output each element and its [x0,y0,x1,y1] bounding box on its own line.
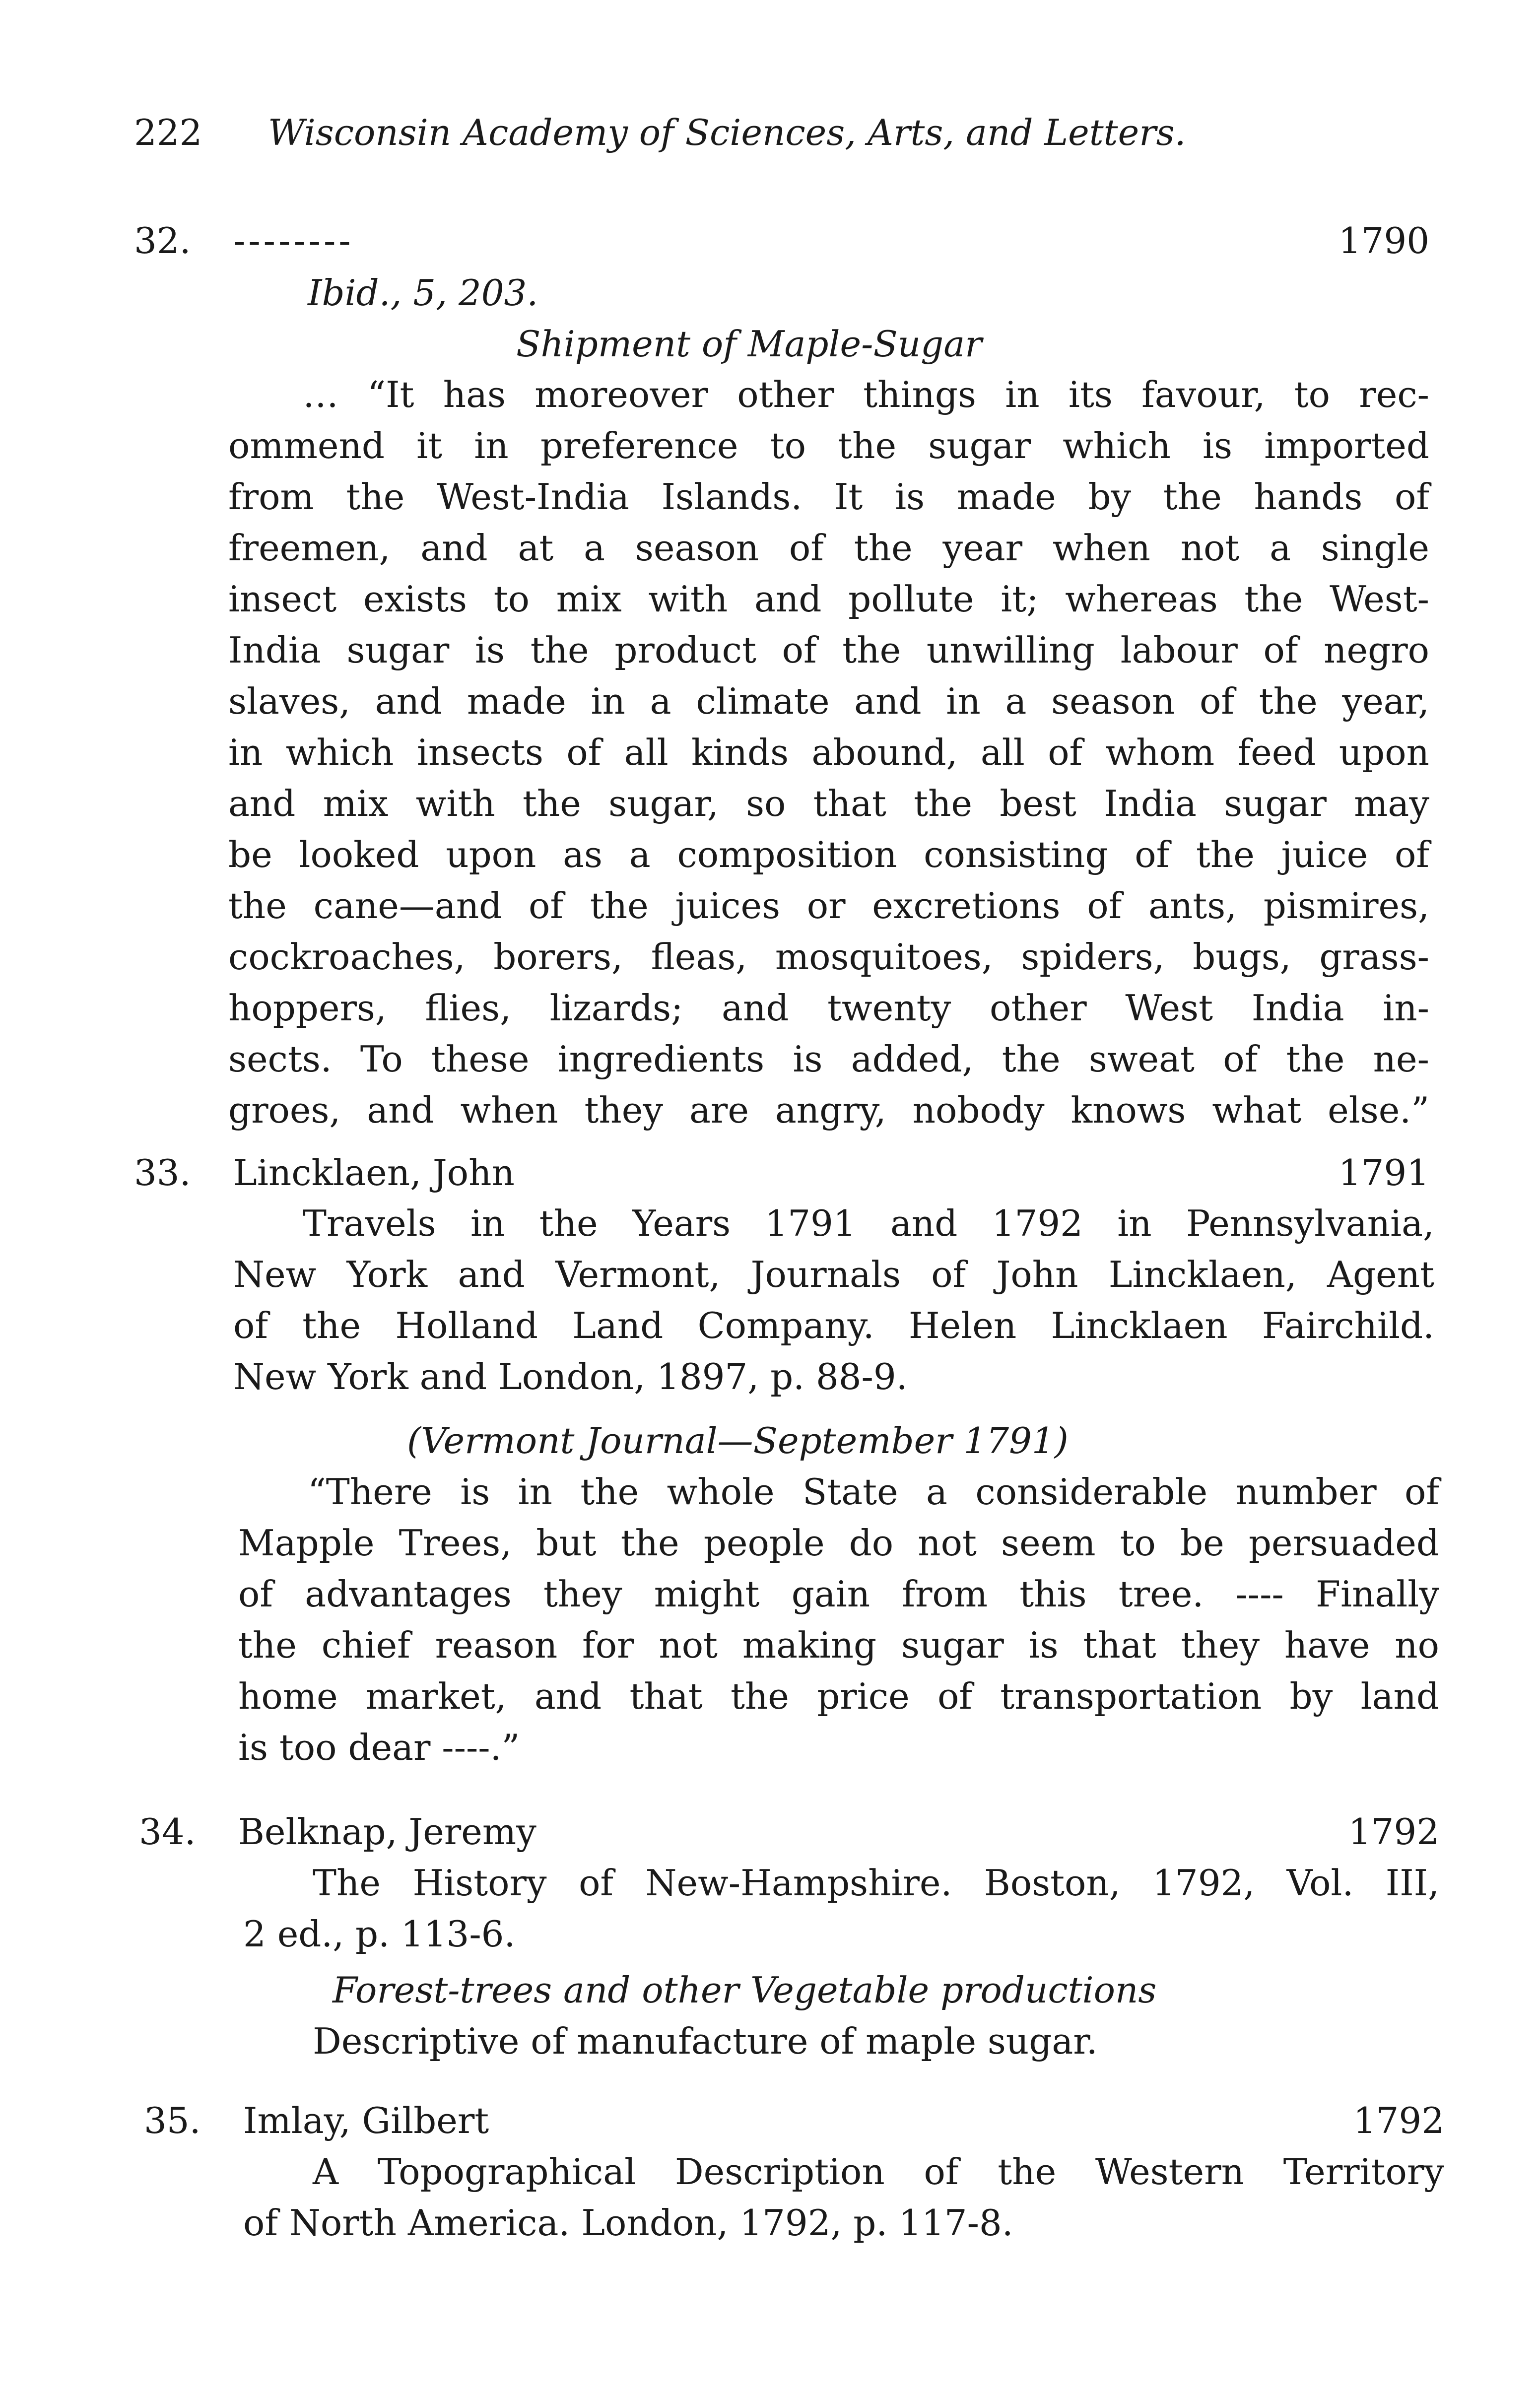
entry-34-citation-line: The History of New-Hampshire. Boston, 1792, Vol. III, [313,1862,1439,1904]
entry-author: Belknap, Jeremy [238,1811,536,1853]
entry-32-year: 1790 [1338,220,1429,262]
entry-number: 35. [144,2100,201,2141]
entry-32-subtitle: Shipment of Maple-Sugar [516,323,982,365]
entry-number: 34. [139,1811,196,1853]
page-number: 222 [134,112,202,153]
entry-32-body-line: India sugar is the product of the unwilling labour of negro [228,629,1429,671]
entry-author: Imlay, Gilbert [243,2100,489,2141]
journal-title: Wisconsin Academy of Sciences, Arts, and Letters. [268,112,1186,153]
entry-33-body-line: is too dear ----.” [238,1727,520,1768]
entry-32-body-line: ommend it in preference to the sugar which is imported [228,425,1429,467]
entry-35-citation-line: of North America. London, 1792, p. 117-8. [243,2202,1013,2244]
entry-32-body-line: and mix with the sugar, so that the best India sugar may [228,783,1429,824]
entry-32-body-line: hoppers, flies, lizards; and twenty other West India in- [228,987,1429,1029]
entry-author: -------- [233,220,354,262]
entry-33-body-line: the chief reason for not making sugar is that they have no [238,1624,1439,1666]
entry-33-citation-line: New York and London, 1897, p. 88-9. [233,1356,908,1398]
entry-33-body-line: home market, and that the price of transportation by land [238,1675,1439,1717]
entry-32-body-line: slaves, and made in a climate and in a season of the year, [228,680,1429,722]
entry-33-citation-line: New York and Vermont, Journals of John Lincklaen, Agent [233,1254,1434,1295]
entry-number: 33. [134,1152,191,1194]
entry-35-citation-line: A Topographical Description of the Western Territory [313,2151,1444,2193]
entry-34-heading [139,1809,536,1854]
entry-34-year: 1792 [1348,1811,1439,1853]
entry-34-citation-line: 2 ed., p. 113-6. [243,1913,516,1955]
entry-32-body-line: sects. To these ingredients is added, the sweat of the ne- [228,1038,1429,1080]
entry-32-body-line: from the West-India Islands. It is made by the hands of [228,476,1429,518]
entry-32-citation: Ibid., 5, 203. [308,272,538,314]
entry-32-body-line: insect exists to mix with and pollute it; whereas the West- [228,578,1429,620]
entry-35-heading [144,2098,489,2143]
entry-32-body-line: groes, and when they are angry, nobody knows what else.” [228,1089,1429,1131]
entry-33-body-line: Mapple Trees, but the people do not seem to be persuaded [238,1522,1439,1564]
entry-32-body-line: cockroaches, borers, fleas, mosquitoes, spiders, bugs, grass- [228,936,1429,978]
entry-33-body-line: of advantages they might gain from this tree. ---- Finally [238,1573,1439,1615]
entry-number: 32. [134,220,191,262]
entry-32-body-line: freemen, and at a season of the year when not a single [228,527,1429,569]
entry-33-citation-line: Travels in the Years 1791 and 1792 in Pennsylvania, [303,1202,1434,1244]
entry-35-year: 1792 [1353,2100,1444,2141]
entry-32-body-line: … “It has moreover other things in its favour, to rec- [303,374,1429,415]
entry-32-body-line: the cane—and of the juices or excretions of ants, pismires, [228,885,1429,927]
entry-33-citation-line: of the Holland Land Company. Helen Lincklaen Fairchild. [233,1305,1434,1346]
entry-32-heading [134,218,354,263]
entry-33-body-line: “There is in the whole State a considerable number of [308,1471,1439,1513]
entry-33-subtitle: (Vermont Journal—September 1791) [407,1420,1069,1462]
entry-32-body-line: in which insects of all kinds abound, all of whom feed upon [228,732,1429,773]
entry-author: Lincklaen, John [233,1152,515,1194]
entry-34-body-line: Descriptive of manufacture of maple sugar. [313,2020,1098,2062]
entry-32-body-line: be looked upon as a composition consisting of the juice of [228,834,1429,875]
entry-34-subtitle: Forest-trees and other Vegetable productions [333,1969,1157,2011]
entry-33-year: 1791 [1338,1152,1429,1194]
entry-33-heading [134,1150,515,1195]
running-header [134,110,1424,155]
